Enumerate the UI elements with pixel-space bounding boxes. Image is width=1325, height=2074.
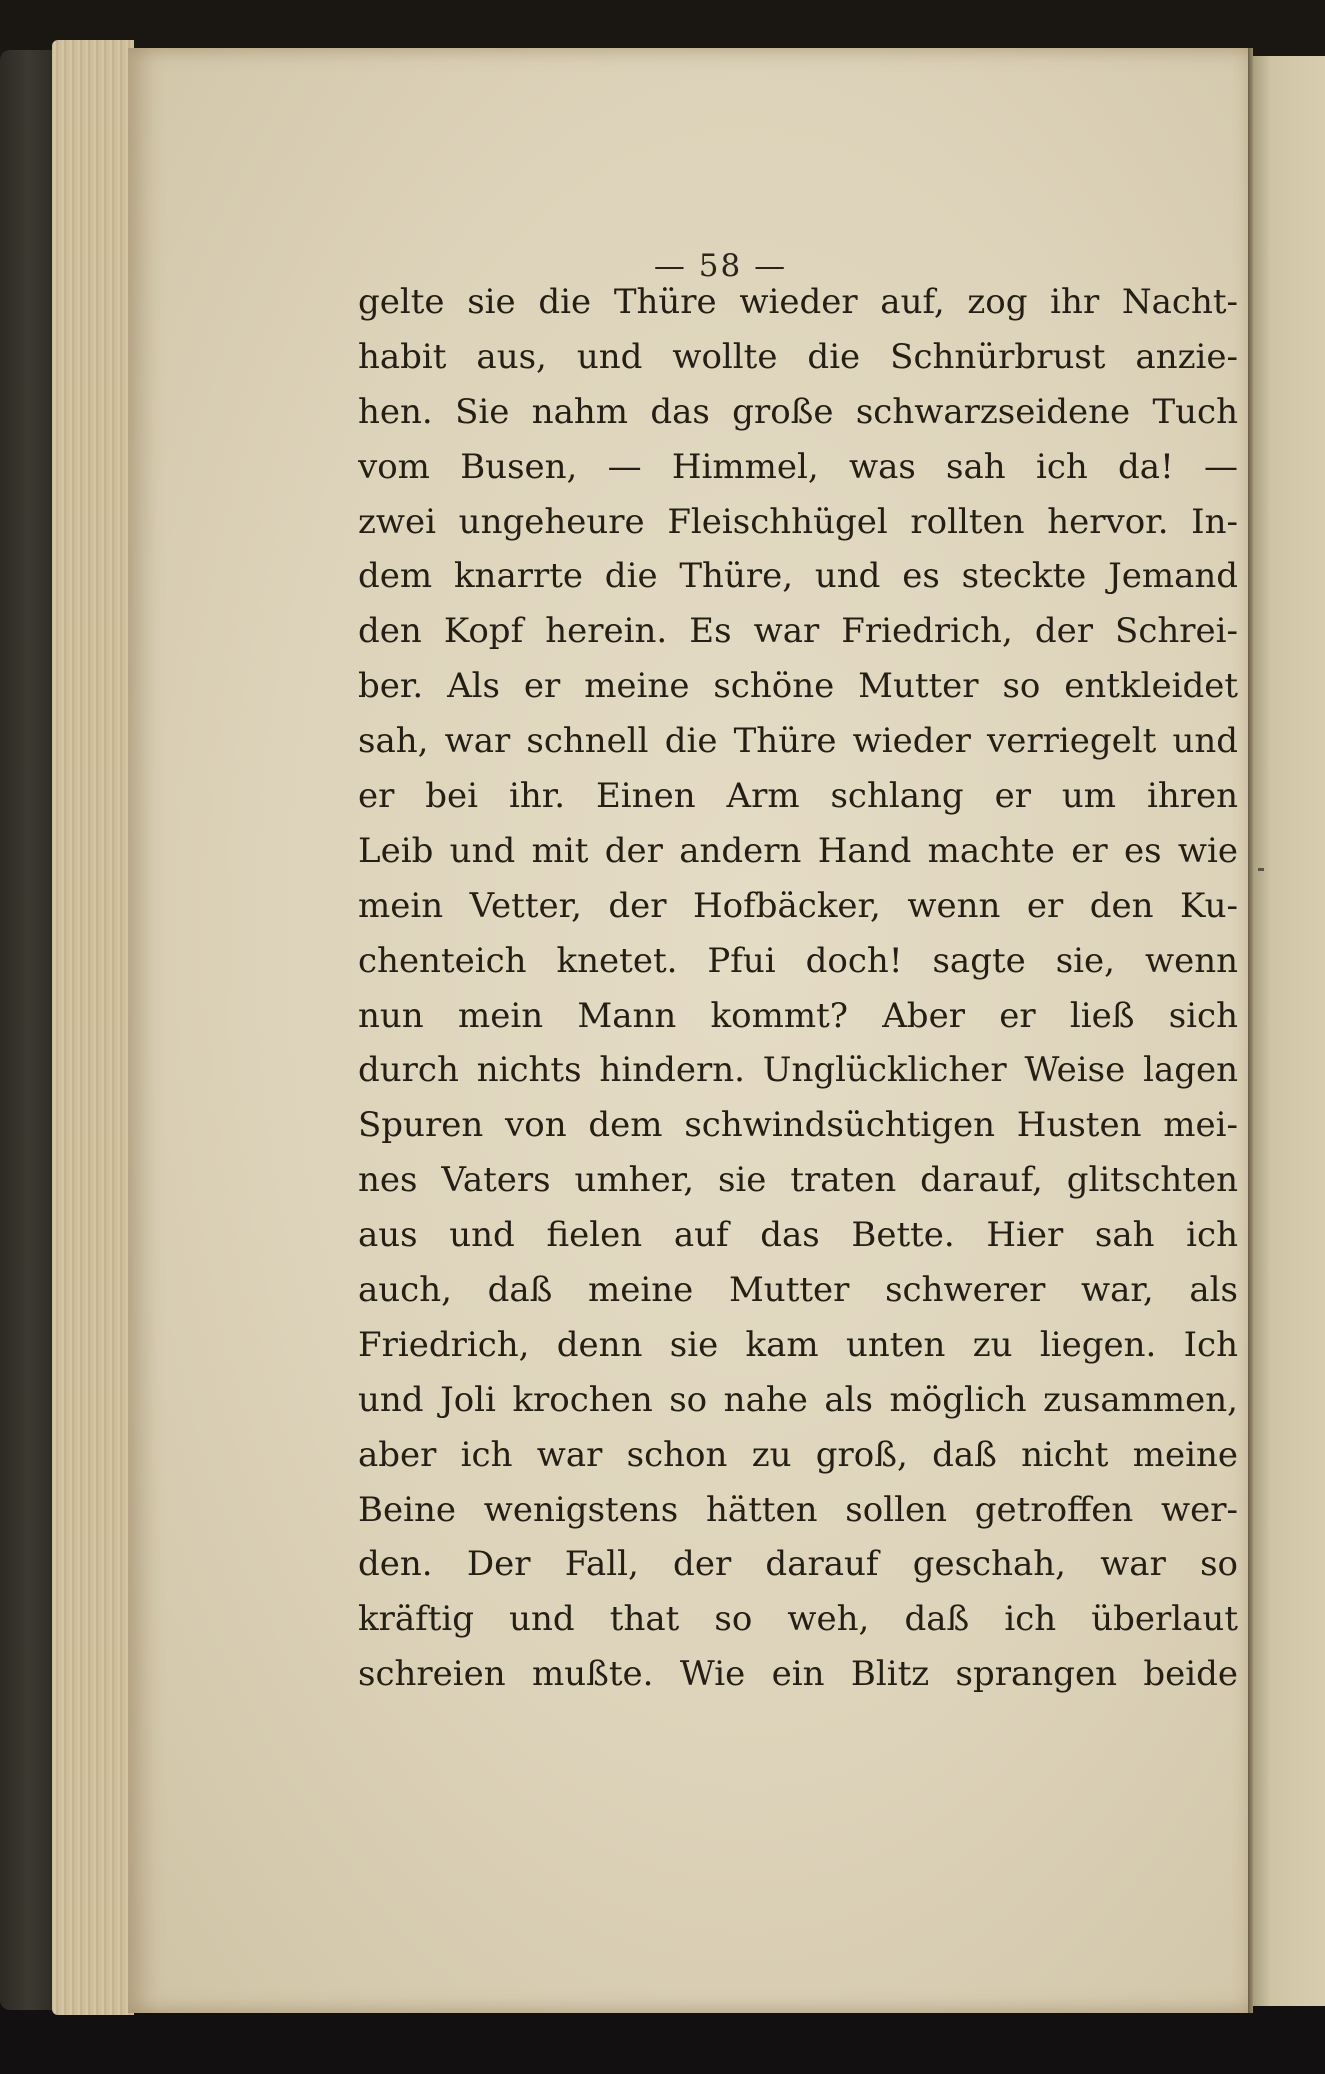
body-text bbox=[358, 275, 1238, 1702]
text-line: den. Der Fall, der darauf geschah, war so bbox=[358, 1544, 1238, 1585]
text-line: ber. Als er meine schöne Mutter so entkleidet bbox=[358, 666, 1238, 707]
text-line: sah, war schnell die Thüre wieder verriegelt und bbox=[358, 721, 1238, 762]
page-stack-edges bbox=[52, 40, 134, 2015]
text-line: Beine wenigstens hätten sollen getroffen wer- bbox=[358, 1489, 1238, 1530]
text-line: schreien mußte. Wie ein Blitz sprangen beide bbox=[358, 1654, 1238, 1695]
text-line: gelte sie die Thüre wieder auf, zog ihr Nacht- bbox=[358, 282, 1238, 322]
text-line: chenteich knetet. Pfui doch! sagte sie, wenn bbox=[358, 940, 1238, 981]
page-blemish bbox=[1258, 868, 1264, 871]
text-line: zwei ungeheure Fleischhügel rollten hervor. In- bbox=[358, 501, 1238, 542]
text-line: habit aus, und wollte die Schnürbrust anzie- bbox=[358, 336, 1238, 377]
text-line: Friedrich, denn sie kam unten zu liegen. Ich bbox=[358, 1324, 1238, 1365]
text-line: aber ich war schon zu groß, daß nicht meine bbox=[358, 1434, 1238, 1475]
text-line: aus und fielen auf das Bette. Hier sah ich bbox=[358, 1215, 1238, 1256]
page-number: — 58 — bbox=[653, 248, 788, 284]
text-line: er bei ihr. Einen Arm schlang er um ihren bbox=[358, 776, 1238, 817]
text-line: Spuren von dem schwindsüchtigen Husten mei- bbox=[358, 1105, 1238, 1146]
text-line: Leib und mit der andern Hand machte er es wie bbox=[358, 830, 1238, 871]
text-line: nun mein Mann kommt? Aber er ließ sich bbox=[358, 995, 1238, 1036]
text-line: kräftig und that so weh, daß ich überlaut bbox=[358, 1599, 1238, 1640]
text-line: vom Busen, — Himmel, was sah ich da! — bbox=[358, 446, 1238, 487]
next-page-edge bbox=[1253, 56, 1325, 2006]
text-line: durch nichts hindern. Unglücklicher Weise lagen bbox=[358, 1050, 1238, 1091]
text-line: dem knarrte die Thüre, und es steckte Jemand bbox=[358, 556, 1238, 597]
page-gutter bbox=[1248, 48, 1253, 2013]
text-line: und Joli krochen so nahe als möglich zusammen, bbox=[358, 1379, 1238, 1420]
text-line: mein Vetter, der Hofbäcker, wenn er den Ku- bbox=[358, 885, 1238, 926]
text-line: nes Vaters umher, sie traten darauf, glitschten bbox=[358, 1160, 1238, 1201]
text-line: den Kopf herein. Es war Friedrich, der Schrei- bbox=[358, 611, 1238, 652]
text-line: hen. Sie nahm das große schwarzseidene Tuch bbox=[358, 391, 1238, 432]
text-line: auch, daß meine Mutter schwerer war, als bbox=[358, 1270, 1238, 1311]
